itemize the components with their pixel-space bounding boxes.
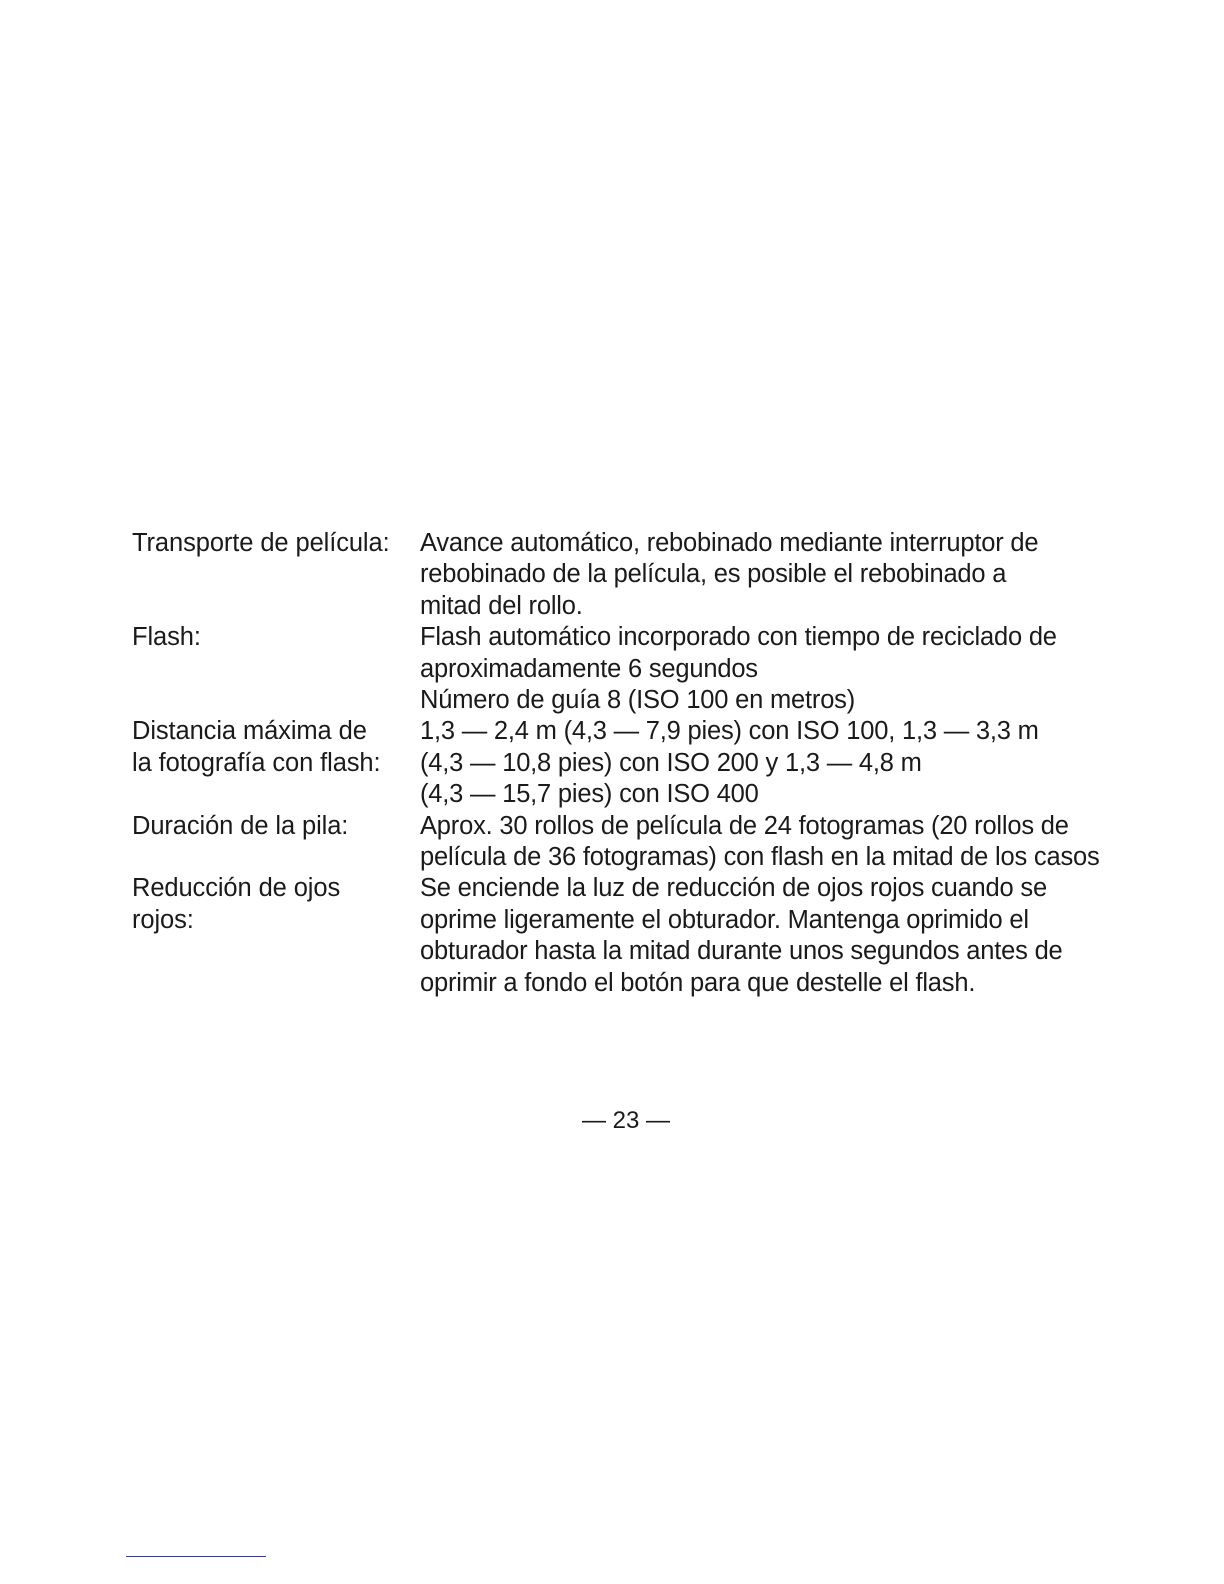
- spec-label: [132, 716, 420, 779]
- spec-label-line: Distancia máxima de: [132, 717, 367, 746]
- spec-label: [132, 622, 420, 653]
- spec-value-line: (4,3 — 10,8 pies) con ISO 200 y 1,3 — 4,8 m: [420, 748, 922, 777]
- spec-label: [132, 528, 420, 559]
- spec-label-line: Duración de la pila:: [132, 811, 349, 840]
- spec-value-line: obturador hasta la mitad durante unos segundos antes de: [420, 937, 1063, 966]
- spec-row-battery-life: [132, 811, 1132, 874]
- spec-row-flash: [132, 622, 1132, 716]
- spec-label-line: Reducción de ojos: [132, 874, 341, 903]
- spec-value: [420, 622, 1132, 716]
- spec-label-line: rojos:: [132, 905, 194, 934]
- spec-value: [420, 716, 1132, 810]
- spec-value-line: 1,3 — 2,4 m (4,3 — 7,9 pies) con ISO 100, 1,3 — 3,3 m: [420, 717, 1039, 746]
- spec-row-red-eye-reduction: [132, 873, 1132, 999]
- spec-label: [132, 811, 420, 842]
- footer-divider: [126, 1556, 266, 1557]
- spec-value-line: película de 36 fotogramas) con flash en la mitad de los casos: [420, 843, 1100, 872]
- spec-value-line: Aprox. 30 rollos de película de 24 fotogramas (20 rollos de: [420, 811, 1069, 840]
- spec-label-line: la fotografía con flash:: [132, 748, 381, 777]
- spec-row-flash-range: [132, 716, 1132, 810]
- spec-value-line: (4,3 — 15,7 pies) con ISO 400: [420, 780, 759, 809]
- specifications-list: [132, 528, 1132, 999]
- spec-value-line: oprime ligeramente el obturador. Mantenga oprimido el: [420, 905, 1029, 934]
- spec-value: [420, 873, 1132, 999]
- spec-value-line: oprimir a fondo el botón para que destelle el flash.: [420, 968, 976, 997]
- spec-value-line: mitad del rollo.: [420, 591, 583, 620]
- spec-value-line: aproximadamente 6 segundos: [420, 654, 758, 683]
- spec-row-film-transport: [132, 528, 1132, 622]
- spec-label-line: Flash:: [132, 623, 201, 652]
- spec-value-line: Avance automático, rebobinado mediante interruptor de: [420, 529, 1039, 557]
- spec-value-line: Flash automático incorporado con tiempo de reciclado de: [420, 623, 1057, 652]
- spec-value: [420, 528, 1132, 622]
- spec-value: [420, 811, 1132, 874]
- spec-value-line: Se enciende la luz de reducción de ojos rojos cuando se: [420, 874, 1047, 903]
- spec-label: [132, 873, 420, 936]
- page-number: — 23 —: [581, 1107, 671, 1134]
- spec-value-line: Número de guía 8 (ISO 100 en metros): [420, 686, 856, 715]
- spec-value-line: rebobinado de la película, es posible el rebobinado a: [420, 560, 1007, 589]
- spec-label-line: Transporte de película:: [132, 529, 390, 557]
